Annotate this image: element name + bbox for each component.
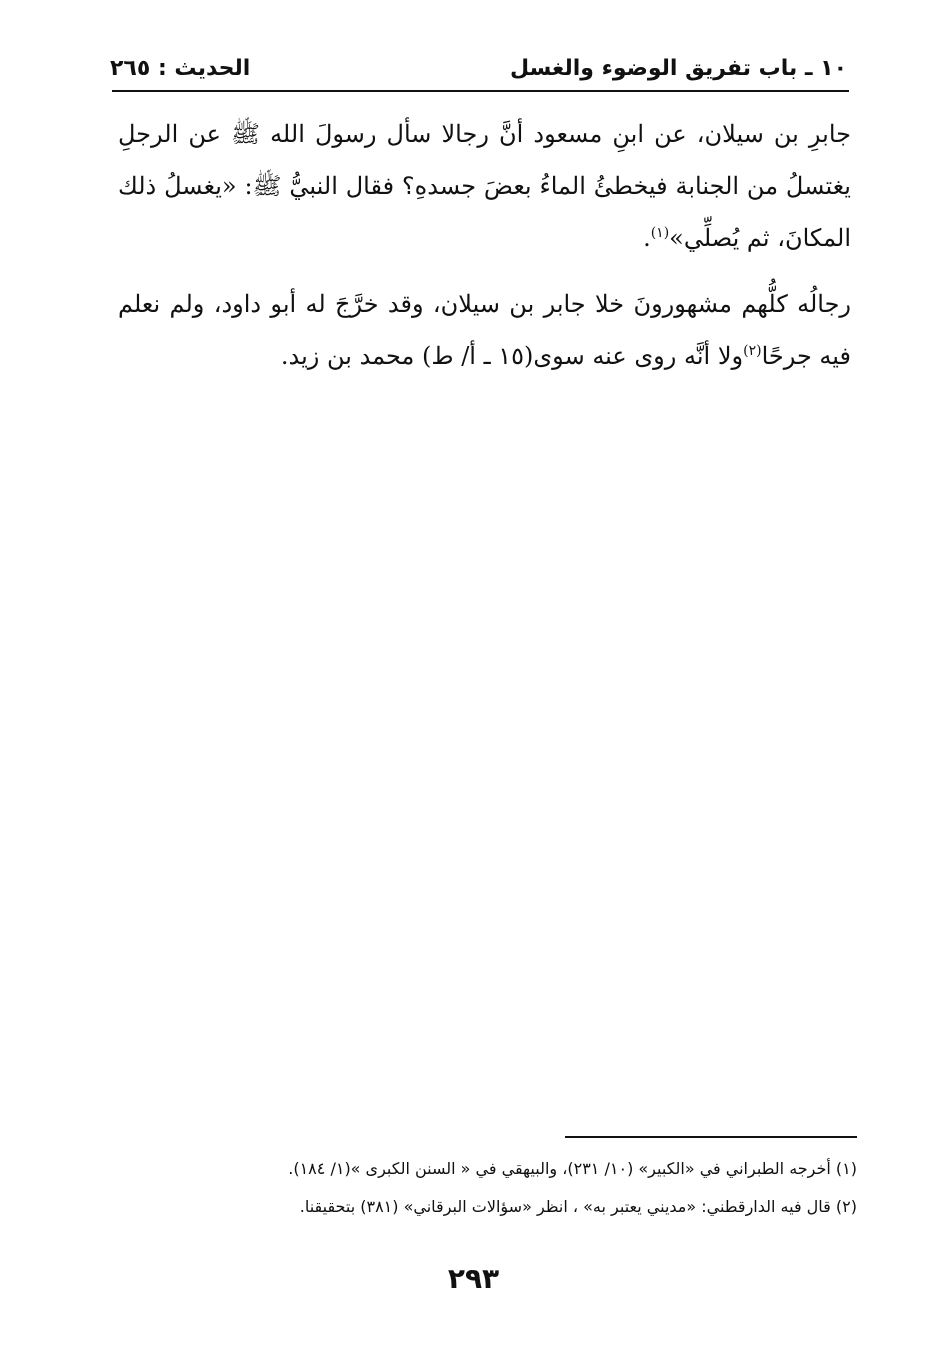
paragraph-commentary-text-after: ولا أنَّه روى عنه سوى(١٥ ـ أ/ ط) محمد بن زيد.: [280, 342, 744, 370]
footnote-divider: [565, 1136, 857, 1138]
paragraph-commentary: [118, 278, 851, 382]
page-number: ٢٩٣: [447, 1262, 500, 1295]
paragraph-hadith-text: جابرِ بن سيلان، عن ابنِ مسعود أنَّ رجالا سأل رسولَ الله ﷺ عن الرجلِ يغتسلُ من الجنابة فيخطئُ الماءُ بعضَ جسدهِ؟ فقال النبيُّ ﷺ: «يغسلُ ذلك المكانَ، ثم يُصلِّي»: [118, 120, 851, 252]
paragraph-commentary-text-before: رجالُه كلُّهم مشهورونَ خلا جابر بن سيلان، وقد خرَّجَ له أبو داود، ولم نعلم فيه جرحًا: [118, 290, 851, 370]
header-divider: [112, 90, 849, 92]
footnote-1: (١) أخرجه الطبراني في «الكبير» (١٠/ ٢٣١)، والبيهقي في « السنن الكبرى »(١/ ١٨٤).: [288, 1159, 857, 1178]
hadith-number: الحديث : ٢٦٥: [110, 55, 251, 81]
footnote-ref-2: (٢): [743, 343, 762, 359]
footnote-ref-1: (١): [650, 225, 670, 241]
chapter-title: ١٠ ـ باب تفريق الوضوء والغسل: [510, 55, 847, 81]
footnote-2: (٢) قال فيه الدارقطني: «مديني يعتبر به» ، انظر «سؤالات البرقاني» (٣٨١) بتحقيقنا.: [299, 1197, 857, 1216]
main-text: [118, 108, 851, 382]
paragraph-hadith-end: .: [643, 224, 651, 252]
footnotes: [118, 1150, 857, 1226]
paragraph-hadith: [118, 108, 851, 264]
page-header: [110, 50, 847, 86]
